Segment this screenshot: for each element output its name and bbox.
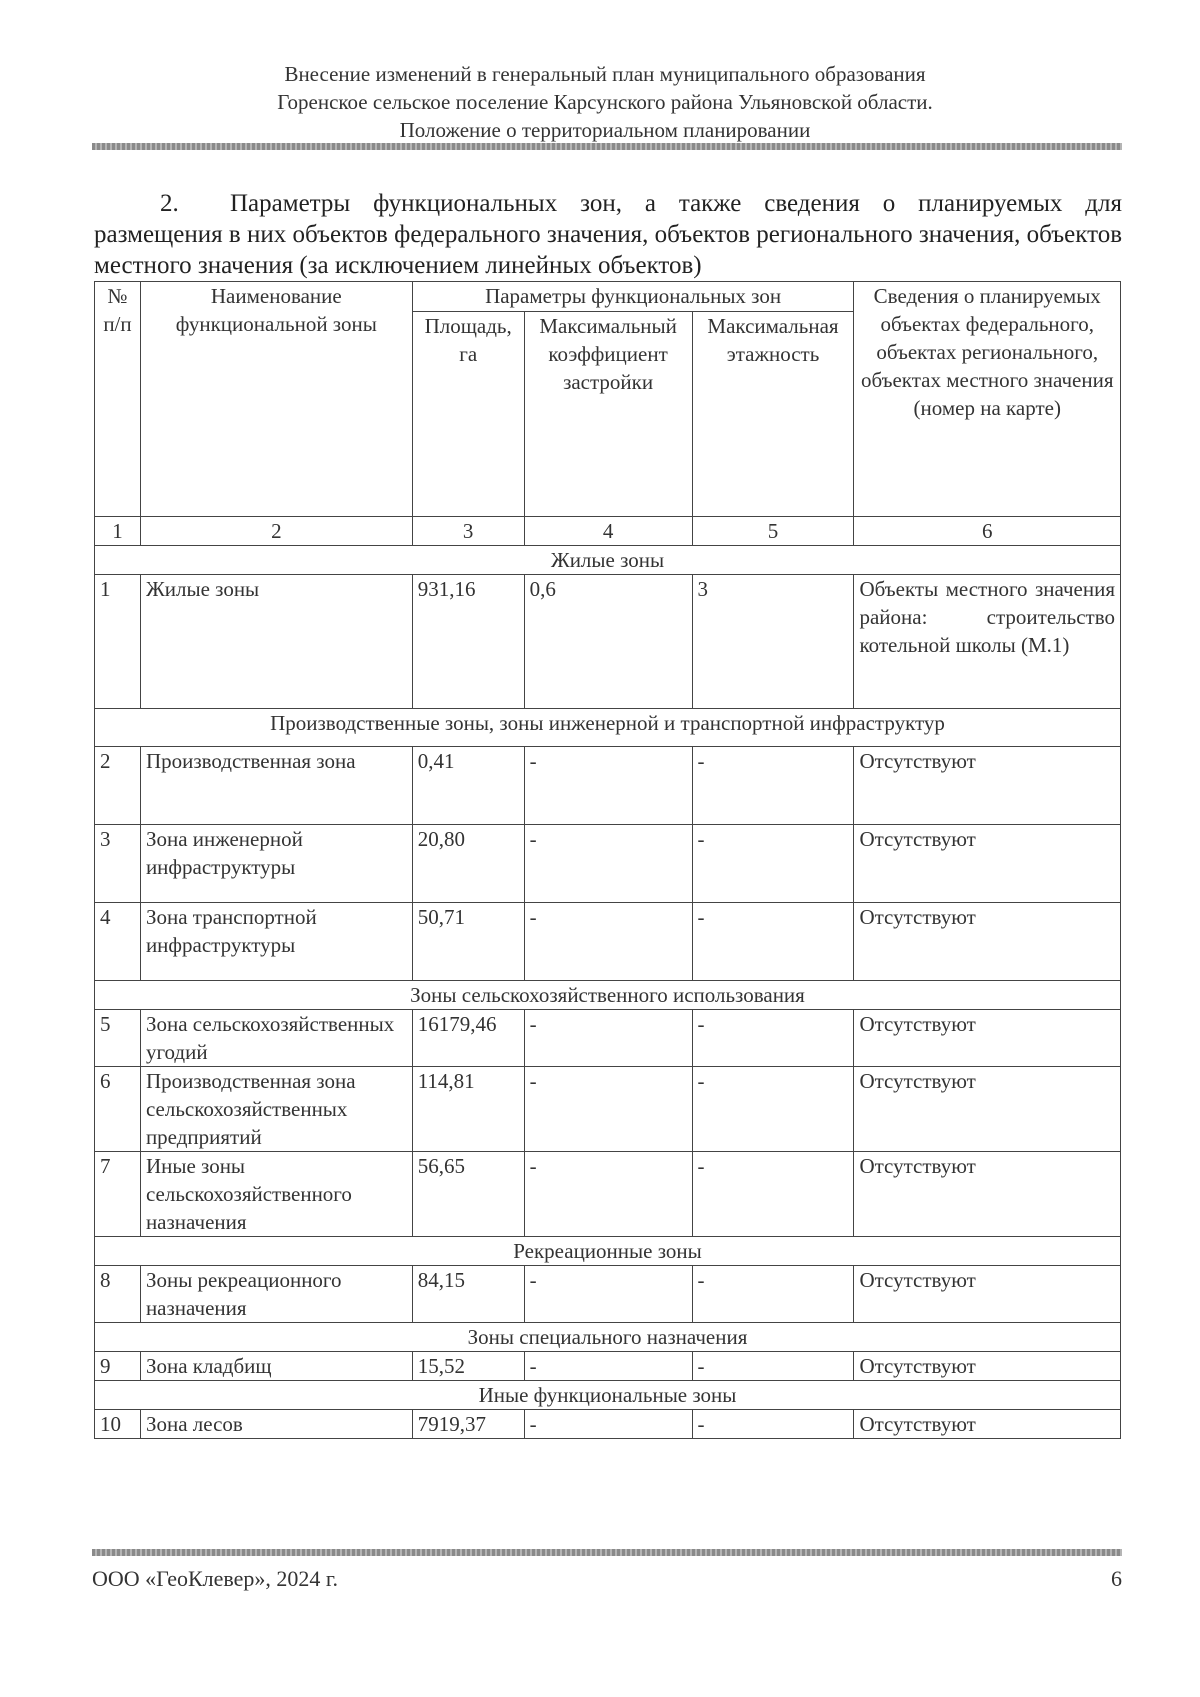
cell-num: 5: [95, 1010, 141, 1067]
table-row: [95, 1152, 1121, 1237]
cell-info: Отсутствуют: [854, 747, 1121, 825]
table-row: [95, 575, 1121, 709]
cell-name: Производственная зона сельскохозяйственных предприятий: [140, 1067, 412, 1152]
section-row: [95, 1381, 1121, 1410]
col-number: 1: [95, 517, 141, 546]
column-numbers-row: [95, 517, 1121, 546]
section-row: [95, 981, 1121, 1010]
cell-area: 114,81: [412, 1067, 524, 1152]
cell-name: Иные зоны сельскохозяйственного назначения: [140, 1152, 412, 1237]
col-header-params: Параметры функциональных зон: [412, 282, 854, 312]
cell-num: 6: [95, 1067, 141, 1152]
cell-coef: 0,6: [524, 575, 692, 709]
header-divider: [92, 143, 1122, 150]
section-row: [95, 1237, 1121, 1266]
col-header-floors: Максимальная этажность: [692, 312, 854, 517]
cell-coef: -: [524, 747, 692, 825]
cell-area: 84,15: [412, 1266, 524, 1323]
section-number: 2.: [160, 190, 179, 217]
cell-coef: -: [524, 1266, 692, 1323]
section-title-cell: Производственные зоны, зоны инженерной и транспортной инфраструктур: [95, 709, 1121, 747]
table-row: [95, 1266, 1121, 1323]
table-row: [95, 1352, 1121, 1381]
section-row: [95, 1323, 1121, 1352]
section-title-cell: Рекреационные зоны: [95, 1237, 1121, 1266]
header-line-3: Положение о территориальном планировании: [399, 118, 811, 142]
cell-name: Жилые зоны: [140, 575, 412, 709]
cell-num: 9: [95, 1352, 141, 1381]
cell-name: Производственная зона: [140, 747, 412, 825]
col-header-coef: Максимальный коэффициент застройки: [524, 312, 692, 517]
col-number: 6: [854, 517, 1121, 546]
cell-floors: 3: [692, 575, 854, 709]
cell-info: Отсутствуют: [854, 1010, 1121, 1067]
cell-coef: -: [524, 903, 692, 981]
cell-area: 16179,46: [412, 1010, 524, 1067]
table-row: [95, 1410, 1121, 1439]
section-title-cell: Иные функциональные зоны: [95, 1381, 1121, 1410]
cell-info: Объекты местного значения района: строительство котельной школы (М.1): [854, 575, 1121, 709]
col-header-num: № п/п: [95, 282, 141, 517]
cell-num: 8: [95, 1266, 141, 1323]
cell-area: 931,16: [412, 575, 524, 709]
col-number: 5: [692, 517, 854, 546]
section-heading: [94, 188, 1122, 281]
cell-floors: -: [692, 1010, 854, 1067]
cell-name: Зона сельскохозяйственных угодий: [140, 1010, 412, 1067]
cell-floors: -: [692, 1152, 854, 1237]
cell-name: Зона кладбищ: [140, 1352, 412, 1381]
footer-divider: [92, 1549, 1122, 1556]
section-title-cell: Зоны сельскохозяйственного использования: [95, 981, 1121, 1010]
cell-info: Отсутствуют: [854, 1352, 1121, 1381]
section-row: [95, 709, 1121, 747]
cell-name: Зона инженерной инфраструктуры: [140, 825, 412, 903]
col-header-info: Сведения о планируемых объектах федерального, объектах регионального, объектах местного значения (номер на карте): [854, 282, 1121, 517]
cell-num: 10: [95, 1410, 141, 1439]
cell-coef: -: [524, 1410, 692, 1439]
cell-info: Отсутствуют: [854, 1152, 1121, 1237]
cell-coef: -: [524, 1352, 692, 1381]
table-row: [95, 1067, 1121, 1152]
section-title-cell: Жилые зоны: [95, 546, 1121, 575]
cell-floors: -: [692, 825, 854, 903]
cell-num: 7: [95, 1152, 141, 1237]
cell-area: 50,71: [412, 903, 524, 981]
cell-num: 1: [95, 575, 141, 709]
cell-coef: -: [524, 1067, 692, 1152]
cell-floors: -: [692, 1410, 854, 1439]
cell-coef: -: [524, 1010, 692, 1067]
section-title: Параметры функциональных зон, а также сведения о планируемых для размещения в них объектов федерального значения, объектов регионального значения, объектов местного значения (за исключением линейных объектов): [94, 190, 1122, 279]
document-header: [90, 60, 1120, 144]
cell-area: 7919,37: [412, 1410, 524, 1439]
cell-floors: -: [692, 1352, 854, 1381]
cell-name: Зоны рекреационного назначения: [140, 1266, 412, 1323]
table-row: [95, 825, 1121, 903]
cell-floors: -: [692, 1067, 854, 1152]
col-number: 3: [412, 517, 524, 546]
cell-num: 2: [95, 747, 141, 825]
cell-area: 20,80: [412, 825, 524, 903]
header-line-2: Горенское сельское поселение Карсунского района Ульяновской области.: [277, 90, 933, 114]
functional-zones-table: [94, 281, 1121, 1439]
cell-num: 3: [95, 825, 141, 903]
section-row: [95, 546, 1121, 575]
cell-floors: -: [692, 1266, 854, 1323]
cell-name: Зона транспортной инфраструктуры: [140, 903, 412, 981]
cell-coef: -: [524, 1152, 692, 1237]
cell-num: 4: [95, 903, 141, 981]
cell-info: Отсутствуют: [854, 1266, 1121, 1323]
page-number: 6: [1111, 1566, 1122, 1591]
cell-floors: -: [692, 903, 854, 981]
cell-info: Отсутствуют: [854, 903, 1121, 981]
col-header-name: Наименование функциональной зоны: [140, 282, 412, 517]
header-line-1: Внесение изменений в генеральный план муниципального образования: [284, 62, 926, 86]
col-header-area: Площадь, га: [412, 312, 524, 517]
cell-info: Отсутствуют: [854, 825, 1121, 903]
table-row: [95, 747, 1121, 825]
cell-area: 15,52: [412, 1352, 524, 1381]
section-title-cell: Зоны специального назначения: [95, 1323, 1121, 1352]
table-row: [95, 1010, 1121, 1067]
cell-area: 0,41: [412, 747, 524, 825]
col-number: 2: [140, 517, 412, 546]
cell-name: Зона лесов: [140, 1410, 412, 1439]
cell-info: Отсутствуют: [854, 1410, 1121, 1439]
cell-floors: -: [692, 747, 854, 825]
cell-info: Отсутствуют: [854, 1067, 1121, 1152]
footer-organization: ООО «ГеоКлевер», 2024 г.: [92, 1566, 338, 1591]
cell-area: 56,65: [412, 1152, 524, 1237]
cell-coef: -: [524, 825, 692, 903]
col-number: 4: [524, 517, 692, 546]
table-row: [95, 903, 1121, 981]
